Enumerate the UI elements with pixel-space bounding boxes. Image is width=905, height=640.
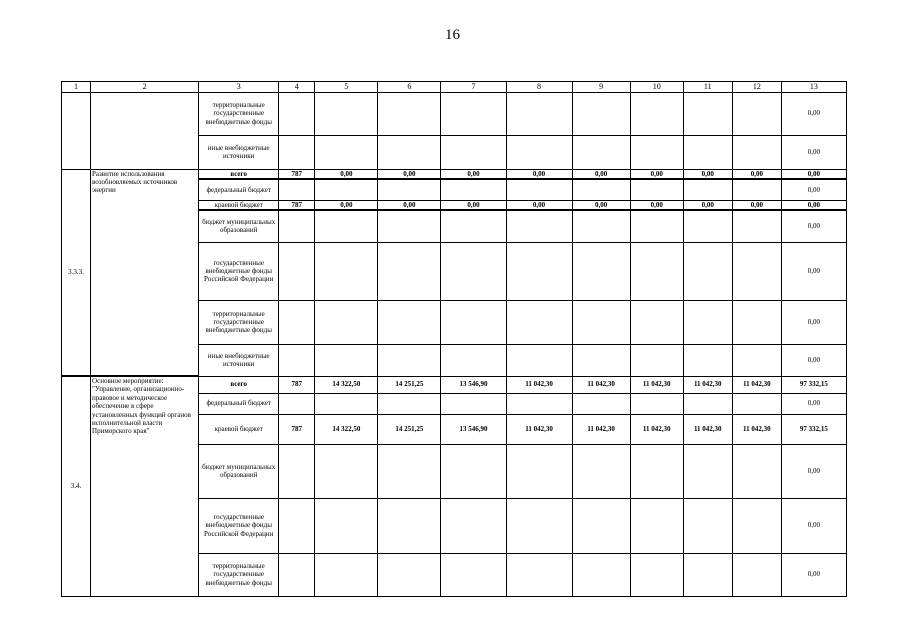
item-number-cell [62, 92, 91, 169]
item-name-cell [91, 92, 199, 169]
source-cell: территориальные государственные внебюджетные фонды [199, 300, 279, 344]
total-cell: 0,00 [781, 135, 846, 169]
source-cell: государственные внебюджетные фонды Российской Федерации [199, 242, 279, 300]
item-number-cell: 3.4. [62, 376, 91, 596]
source-cell: краевой бюджет [199, 414, 279, 444]
col-header: 10 [630, 82, 683, 93]
source-cell: территориальные государственные внебюджетные фонды [199, 553, 279, 596]
source-cell: территориальные государственные внебюджетные фонды [199, 92, 279, 135]
item-number-cell: 3.3.3. [62, 169, 91, 376]
table-row: 3.3.3. Развитие использования возобновляемых источников энергии всего 787 0,00 0,00 0,00 0,00 0,00 0,00 0,00 0,00 0,00 [62, 169, 847, 179]
page-number: 16 [445, 27, 460, 43]
col-header: 5 [315, 82, 378, 93]
total-cell: 0,00 [781, 498, 846, 553]
total-cell: 0,00 [781, 242, 846, 300]
col-header: 8 [506, 82, 572, 93]
col-header: 3 [199, 82, 279, 93]
source-cell: всего [199, 169, 279, 179]
total-cell: 0,00 [781, 210, 846, 242]
source-cell: иные внебюджетные источники [199, 135, 279, 169]
total-cell: 0,00 [781, 179, 846, 200]
col-header: 13 [781, 82, 846, 93]
total-cell: 0,00 [781, 393, 846, 414]
col-header: 12 [732, 82, 781, 93]
col-header: 6 [378, 82, 441, 93]
total-cell: 0,00 [781, 444, 846, 498]
total-cell: 0,00 [781, 169, 846, 179]
table-row: краевой бюджет 787 14 322,50 14 251,25 13 546,90 11 042,30 11 042,30 11 042,30 11 042,30 11 042,30 97 332,15 [62, 414, 847, 444]
source-cell: бюджет муниципальных образований [199, 444, 279, 498]
table-row: 3.4. Основное мероприятие: "Управление, организационно-правовое и методическое обеспечение в сфере установленных функций органов исполнительной власти Приморского края" всего 787 14 322,50 14 251,25 13 546,90 11 042,30 11 042,30 11 042,30 11 042,30 11 042,30 97 332,15 [62, 376, 847, 393]
source-cell: краевой бюджет [199, 200, 279, 210]
source-cell: государственные внебюджетные фонды Российской Федерации [199, 498, 279, 553]
item-name-cell: Развитие использования возобновляемых источников энергии [91, 169, 199, 376]
col-header: 4 [279, 82, 315, 93]
source-cell: иные внебюджетные источники [199, 344, 279, 376]
total-cell: 0,00 [781, 92, 846, 135]
budget-table [61, 81, 847, 597]
col-header: 1 [62, 82, 91, 93]
col-header: 7 [441, 82, 506, 93]
table-row [62, 92, 847, 135]
column-number-row [62, 82, 847, 93]
total-cell: 0,00 [781, 200, 846, 210]
total-cell: 97 332,15 [781, 376, 846, 393]
source-cell: всего [199, 376, 279, 393]
total-cell: 0,00 [781, 300, 846, 344]
source-cell: федеральный бюджет [199, 393, 279, 414]
total-cell: 0,00 [781, 344, 846, 376]
col-header: 11 [683, 82, 732, 93]
total-cell: 0,00 [781, 553, 846, 596]
item-name-cell: Основное мероприятие: "Управление, организационно-правовое и методическое обеспечение в сфере установленных функций органов исполнительной власти Приморского края" [91, 376, 199, 596]
table-row: краевой бюджет 787 0,00 0,00 0,00 0,00 0,00 0,00 0,00 0,00 0,00 [62, 200, 847, 210]
source-cell: бюджет муниципальных образований [199, 210, 279, 242]
source-cell: федеральный бюджет [199, 179, 279, 200]
col-header: 9 [572, 82, 630, 93]
total-cell: 97 332,15 [781, 414, 846, 444]
col-header: 2 [91, 82, 199, 93]
